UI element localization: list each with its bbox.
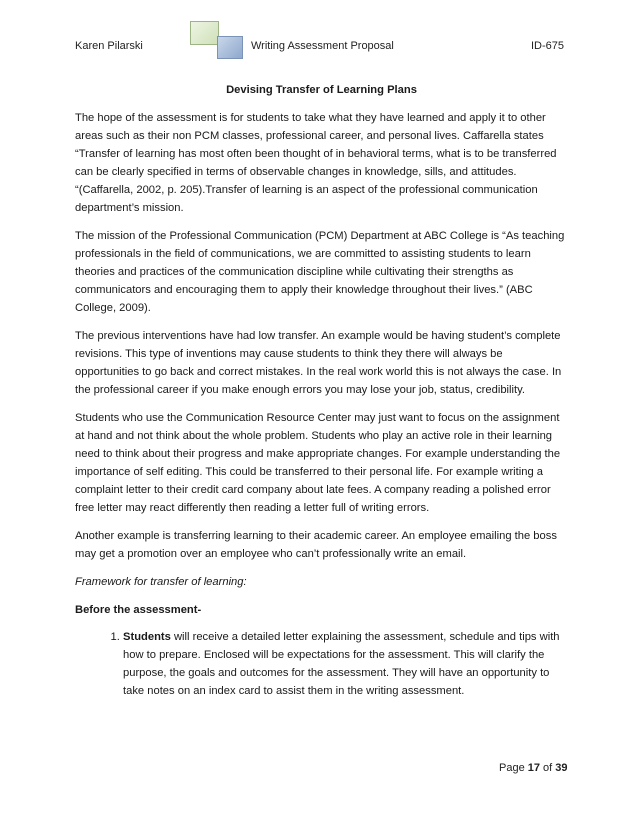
header-id: ID-675 (531, 40, 565, 52)
header-title: Writing Assessment Proposal (251, 40, 394, 52)
logo-back-square-icon (190, 21, 219, 45)
paragraph-3: The previous interventions have had low transfer. An example would be having student’s complete revisions. This type of inventions may cause students to think they there will always be opportunities to go back and correct mistakes. In the real work world this is not always the case. In the professional career if you make enough errors you may lose your job, status, credibility. (75, 330, 562, 396)
paragraph-2: The mission of the Professional Communication (PCM) Department at ABC College is “As teaching professionals in the field of communications, we are committed to assisting students to learn theories and practices of the communication discipline while cultivating their strengths as communicators and encouraging them to apply their knowledge throughout their lives.” (ABC College, 2009). (75, 230, 565, 314)
page-heading: Devising Transfer of Learning Plans (226, 84, 417, 96)
paragraph-4: Students who use the Communication Resource Center may just want to focus on the assignment at hand and not think about the whole problem. Students who play an active role in their learning need to think about their progress and make appropriate changes. For example understanding the importance of self editing. This could be transferred to their personal life. For example writing a complaint letter to their credit card company about late fees. A company reading a polished error free letter may react differently then reading a letter full of writing errors. (75, 412, 561, 514)
footer-prefix: Page (499, 762, 528, 774)
section-label: Before the assessment- (75, 604, 202, 616)
logo-front-square-icon (217, 36, 243, 59)
framework-label: Framework for transfer of learning: (75, 576, 247, 588)
paragraph-5: Another example is transferring learning to their academic career. An employee emailing the boss may get a promotion over an employee who can’t professionally write an email. (75, 530, 557, 560)
list-item (123, 628, 568, 700)
footer-middle: of (540, 762, 556, 774)
footer-total-pages: 39 (555, 762, 568, 774)
list-item-bold: Students (123, 631, 171, 643)
paragraph-1: The hope of the assessment is for students to take what they have learned and apply it to other areas such as their non PCM classes, professional career, and personal lives. Caffarella states “Transfer of learning has most often been thought of in behavioral terms, what is to be transferred can be clearly specified in terms of observable changes in knowledge, sills, and attitudes. “(Caffarella, 2002, p. 205).Transfer of learning is an aspect of the professional communication department’s mission. (75, 112, 557, 214)
page-footer (499, 762, 568, 774)
numbered-list (75, 628, 568, 700)
list-item-text: will receive a detailed letter explaining the assessment, schedule and tips with how to prepare. Enclosed will be expectations for the assessment. This will clarify the purpose, the goals and outcomes for the assessment. They will have an opportunity to take notes on an index card to assist them in the writing assessment. (123, 631, 560, 697)
body-content (75, 81, 568, 700)
footer-current-page: 17 (527, 762, 540, 774)
header-author: Karen Pilarski (75, 40, 143, 52)
